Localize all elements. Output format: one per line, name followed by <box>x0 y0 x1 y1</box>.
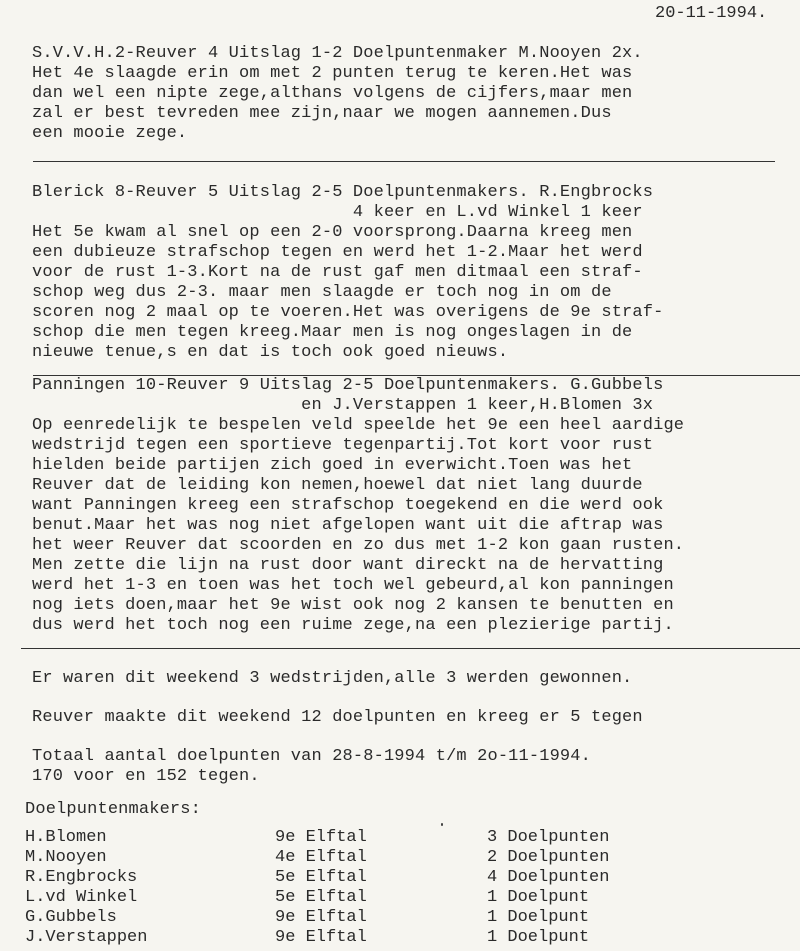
table-row <box>0 868 800 888</box>
report-line: hielden beide partijen zich goed in everwicht.Toen was het <box>32 456 633 475</box>
report-line: Op eenredelijk te bespelen veld speelde het 9e een heel aardige <box>32 416 685 435</box>
report-line: Het 4e slaagde erin om met 2 punten terug te keren.Het was <box>32 64 633 83</box>
scorer-name: J.Verstappen <box>25 928 148 947</box>
scorer-name: R.Engbrocks <box>25 868 138 887</box>
scorer-name: L.vd Winkel <box>25 888 138 907</box>
weekend-goals-summary: Reuver maakte dit weekend 12 doelpunten en kreeg er 5 tegen <box>32 708 643 727</box>
scorer-goals: 1 Doelpunt <box>487 888 590 907</box>
report-line: werd het 1-3 en toen was het toch wel gebeurd,al kon panningen <box>32 576 674 595</box>
section-divider <box>33 161 775 162</box>
scorer-goals: 1 Doelpunt <box>487 928 590 947</box>
table-row <box>0 828 800 848</box>
report-line: schop die men tegen kreeg.Maar men is nog ongeslagen in de <box>32 323 633 342</box>
scorer-team: 9e Elftal <box>275 828 367 847</box>
document-date: 20-11-1994. <box>655 4 768 23</box>
table-row <box>0 848 800 868</box>
report-line: een mooie zege. <box>32 124 188 143</box>
scorers-heading: Doelpuntenmakers: <box>25 800 201 819</box>
report-line: dan wel een nipte zege,althans volgens de cijfers,maar men <box>32 84 633 103</box>
report-line: dus werd het toch nog een ruime zege,na een plezierige partij. <box>32 616 674 635</box>
report-line: wedstrijd tegen een sportieve tegenpartij.Tot kort voor rust <box>32 436 654 455</box>
report-line: Blerick 8-Reuver 5 Uitslag 2-5 Doelpuntenmakers. R.Engbrocks <box>32 183 654 202</box>
report-line: Reuver dat de leiding kon nemen,hoewel dat niet lang duurde <box>32 476 643 495</box>
report-line: nog iets doen,maar het 9e wist ook nog 2 kansen te benutten en <box>32 596 674 615</box>
report-line: scoren nog 2 maal op te voeren.Het was overigens de 9e straf- <box>32 303 664 322</box>
report-line: S.V.V.H.2-Reuver 4 Uitslag 1-2 Doelpuntenmaker M.Nooyen 2x. <box>32 44 643 63</box>
scorer-name: H.Blomen <box>25 828 107 847</box>
total-goals-line: 170 voor en 152 tegen. <box>32 767 260 786</box>
report-line: nieuwe tenue,s en dat is toch ook goed nieuws. <box>32 343 509 362</box>
report-line: een dubieuze strafschop tegen en werd het 1-2.Maar het werd <box>32 243 643 262</box>
scorer-team: 9e Elftal <box>275 908 367 927</box>
scorer-name: M.Nooyen <box>25 848 107 867</box>
report-line: het weer Reuver dat scoorden en zo dus met 1-2 kon gaan rusten. <box>32 536 685 555</box>
section-divider <box>21 648 800 649</box>
report-line: 4 keer en L.vd Winkel 1 keer <box>32 203 643 222</box>
scan-speck <box>441 823 443 826</box>
scorer-team: 9e Elftal <box>275 928 367 947</box>
table-row <box>0 908 800 928</box>
report-line: Panningen 10-Reuver 9 Uitslag 2-5 Doelpuntenmakers. G.Gubbels <box>32 376 664 395</box>
report-line: schop weg dus 2-3. maar men slaagde er toch nog in om de <box>32 283 612 302</box>
report-line: Men zette die lijn na rust door want direckt na de hervatting <box>32 556 664 575</box>
scorer-goals: 1 Doelpunt <box>487 908 590 927</box>
report-line: benut.Maar het was nog niet afgelopen want uit die aftrap was <box>32 516 664 535</box>
scorer-team: 4e Elftal <box>275 848 367 867</box>
report-line: en J.Verstappen 1 keer,H.Blomen 3x <box>32 396 654 415</box>
report-line: zal er best tevreden mee zijn,naar we mogen aannemen.Dus <box>32 104 612 123</box>
table-row <box>0 928 800 948</box>
matches-summary: Er waren dit weekend 3 wedstrijden,alle 3 werden gewonnen. <box>32 669 633 688</box>
scorer-name: G.Gubbels <box>25 908 117 927</box>
table-row <box>0 888 800 908</box>
scorer-goals: 3 Doelpunten <box>487 828 610 847</box>
scorer-goals: 2 Doelpunten <box>487 848 610 867</box>
report-line: Het 5e kwam al snel op een 2-0 voorsprong.Daarna kreeg men <box>32 223 633 242</box>
scorer-goals: 4 Doelpunten <box>487 868 610 887</box>
scorer-team: 5e Elftal <box>275 888 367 907</box>
scorer-team: 5e Elftal <box>275 868 367 887</box>
total-goals-line: Totaal aantal doelpunten van 28-8-1994 t/m 2o-11-1994. <box>32 747 591 766</box>
report-line: voor de rust 1-3.Kort na de rust gaf men ditmaal een straf- <box>32 263 643 282</box>
report-line: want Panningen kreeg een strafschop toegekend en die werd ook <box>32 496 664 515</box>
